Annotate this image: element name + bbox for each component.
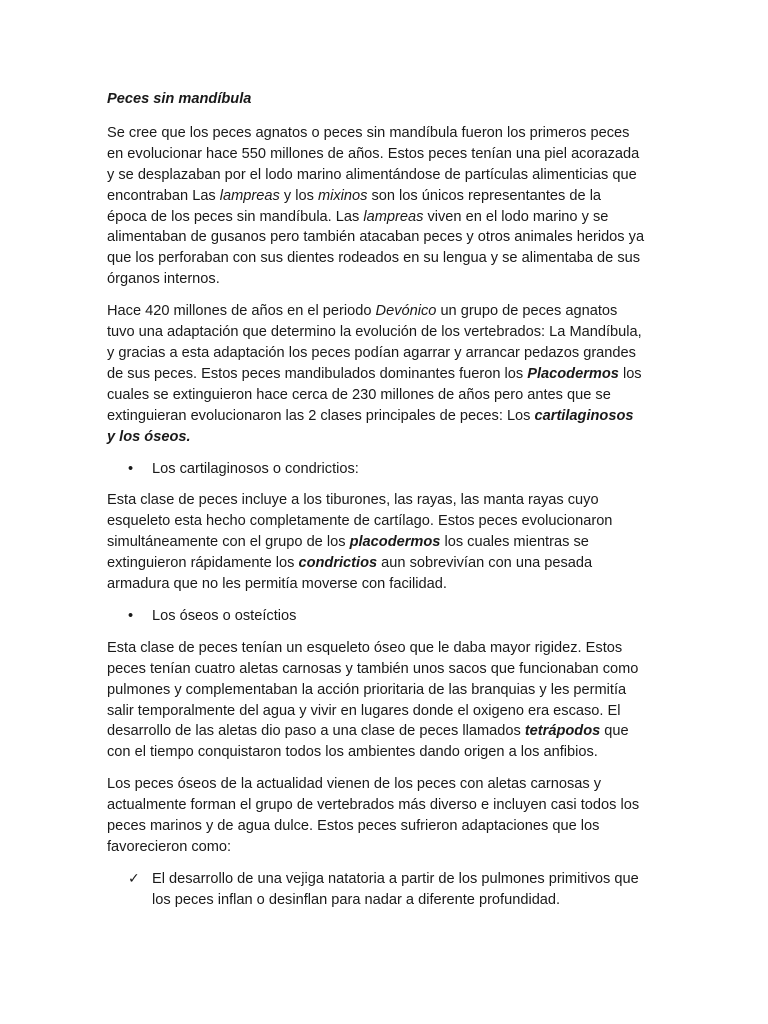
text-line: los peces inflan o desinflan para nadar a diferente profundidad. [152,891,561,908]
text-line: extinguieron rápidamente los condrictios aun sobrevivían con una pesada [107,555,593,572]
bold-italic-term: tetrápodos [524,723,601,740]
italic-term: lampreas [363,208,424,225]
italic-term: Devónico [375,303,437,320]
text-line: que los perforaban con sus dientes rodeados en su lengua y se alimentaba de sus [107,250,641,267]
text-line: peces marinos y de agua dulce. Estos peces sufrieron adaptaciones que los [107,818,600,835]
paragraph-oseos [107,638,667,763]
text-line: época de los peces sin mandíbula. Las lampreas viven en el lodo marino y se [107,208,609,225]
paragraph-actualidad [107,774,667,858]
text-line: y se desplazaban por el lodo marino alimentándose de partículas alimenticias que [107,166,637,183]
bullet-icon: • [128,460,134,477]
section-heading: Peces sin mandíbula [107,91,252,107]
checkmark-icon: ✓ [128,870,140,887]
text-line: tuvo una adaptación que determino la evolución de los vertebrados: La Mandíbula, [107,324,642,341]
italic-term: mixinos [317,187,368,204]
bullet-item-cartilaginosos [107,459,667,480]
bold-italic-term: cartilaginosos [534,407,634,424]
bullet-icon: • [128,607,134,624]
bullet-item-oseos [107,606,667,627]
paragraph-devonico [107,301,667,447]
text-line: armadura que no les permitía moverse con facilidad. [107,576,447,593]
text-line: en evolucionar hace 550 millones de años. Estos peces tenían una piel acorazada [107,145,640,162]
text-line: peces tenían cuatro aletas carnosas y también unos sacos que funcionaban como [107,660,639,677]
text-line: actualmente forman el grupo de vertebrados más diverso e incluyen casi todos los [107,797,640,814]
bullet-text: Los cartilaginosos o condrictios: [152,460,359,477]
bullet-text: Los óseos o osteíctios [152,607,297,624]
text-line: Hace 420 millones de años en el periodo Devónico un grupo de peces agnatos [107,303,618,320]
paragraph-cartilaginosos [107,490,667,595]
bold-italic-term: placodermos [349,534,441,551]
text-line: pulmones y complementaban la acción prioritaria de las branquias y les permitía [107,681,627,698]
text-line: cuales se extinguieron hace cerca de 230 millones de años pero antes que se [107,386,611,403]
text-line: Esta clase de peces incluye a los tiburones, las rayas, las manta rayas cuyo [107,492,599,509]
bold-italic-term: y los óseos. [107,428,191,445]
text-line: favorecieron como: [107,839,232,855]
text-line: Esta clase de peces tenían un esqueleto óseo que le daba mayor rigidez. Estos [107,639,623,656]
text-line: extinguieran evolucionaron las 2 clases principales de peces: Los cartilaginosos [107,407,634,424]
text-line: Se cree que los peces agnatos o peces sin mandíbula fueron los primeros peces [107,124,630,141]
text-line: esqueleto esta hecho completamente de cartílago. Estos peces evolucionaron [107,513,613,530]
bold-italic-term: Placodermos [527,365,619,382]
paragraph-agnatos [107,123,667,290]
text-line: y gracias a esta adaptación los peces podían agarrar y arrancar pedazos grandes [107,344,636,361]
text-line: salir temporalmente del agua y vivir en lugares donde el oxigeno era escaso. El [107,702,621,719]
text-line: simultáneamente con el grupo de los placodermos los cuales mientras se [107,534,589,551]
text-line: alimentaban de gusanos pero también atacaban peces y otros animales heridos ya [107,229,645,246]
text-line: de sus peces. Estos peces mandibulados dominantes fueron los Placodermos los [107,365,642,382]
text-line: encontraban Las lampreas y los mixinos son los únicos representantes de la [107,187,602,204]
text-line: con el tiempo conquistaron todos los ambientes dando origen a los anfibios. [107,744,598,761]
text-line: Los peces óseos de la actualidad vienen de los peces con aletas carnosas y [107,776,602,793]
checklist-item-vejiga [107,869,667,911]
text-line: órganos internos. [107,271,220,288]
text-line: desarrollo de las aletas dio paso a una clase de peces llamados tetrápodos que [107,723,629,740]
bold-italic-term: condrictios [298,555,378,572]
italic-term: lampreas [219,187,280,204]
text-line: El desarrollo de una vejiga natatoria a partir de los pulmones primitivos que [152,870,639,887]
document-page [107,89,667,922]
